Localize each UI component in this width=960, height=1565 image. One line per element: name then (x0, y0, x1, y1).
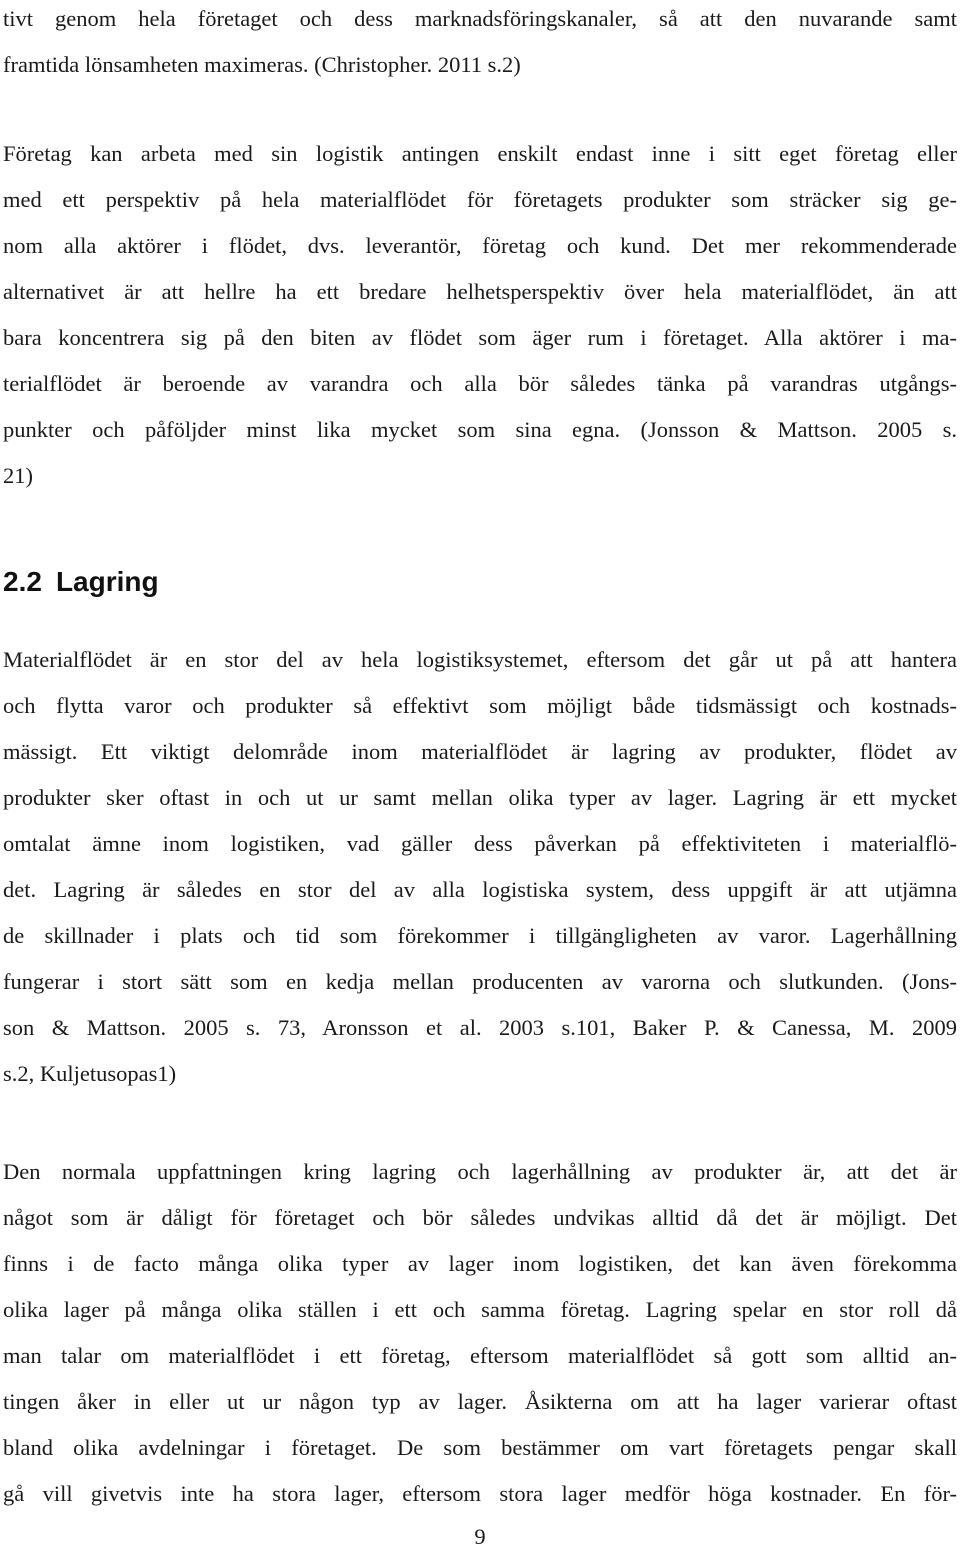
text-line: och flytta varor och produkter så effektivt som möjligt både tidsmässigt och kostnads- (3, 693, 957, 718)
paragraph-logistics-perspective (3, 131, 957, 499)
text-line: tivt genom hela företaget och dess marknadsföringskanaler, så att den nuvarande samt (3, 6, 957, 31)
text-line: alternativet är att hellre ha ett bredare helhetsperspektiv över hela materialflödet, än att (3, 279, 957, 304)
text-line: s.2, Kuljetusopas1) (3, 1061, 177, 1086)
text-line: fungerar i stort sätt som en kedja mellan producenten av varorna och slutkunden. (Jons- (3, 969, 957, 994)
text-line: terialflödet är beroende av varandra och alla bör således tänka på varandras utgångs- (3, 371, 957, 396)
text-line: produkter sker oftast in och ut ur samt mellan olika typer av lager. Lagring är ett mycket (3, 785, 957, 810)
text-line: punkter och påföljder minst lika mycket som sina egna. (Jonsson & Mattson. 2005 s. (3, 417, 957, 442)
text-line: de skillnader i plats och tid som förekommer i tillgängligheten av varor. Lagerhållning (3, 923, 957, 948)
text-line: framtida lönsamheten maximeras. (Christopher. 2011 s.2) (3, 52, 521, 77)
text-line: son & Mattson. 2005 s. 73, Aronsson et al. 2003 s.101, Baker P. & Canessa, M. 2009 (3, 1015, 957, 1040)
text-line: 21) (3, 463, 33, 488)
text-line: det. Lagring är således en stor del av alla logistiska system, dess uppgift är att utjämna (3, 877, 957, 902)
text-line: Materialflödet är en stor del av hela logistiksystemet, eftersom det går ut på att hantera (3, 647, 957, 672)
text-line: bland olika avdelningar i företaget. De som bestämmer om vart företagets pengar skall (3, 1435, 957, 1460)
text-line: finns i de facto många olika typer av lager inom logistiken, det kan även förekomma (3, 1251, 957, 1276)
text-line: mässigt. Ett viktigt delområde inom materialflödet är lagring av produkter, flödet av (3, 739, 957, 764)
section-heading (3, 560, 159, 604)
text-line: nom alla aktörer i flödet, dvs. leverantör, företag och kund. Det mer rekommenderade (3, 233, 957, 258)
page-number: 9 (474, 1524, 486, 1549)
text-line: Den normala uppfattningen kring lagring och lagerhållning av produkter är, att det är (3, 1159, 957, 1184)
section-title: Lagring (55, 566, 159, 597)
text-line: omtalat ämne inom logistiken, vad gäller dess påverkan på effektiviteten i materialflö- (3, 831, 957, 856)
text-line: man talar om materialflödet i ett företag, eftersom materialflödet så gott som alltid an- (3, 1343, 957, 1368)
section-number: 2.2 (3, 566, 42, 597)
text-line: Företag kan arbeta med sin logistik antingen enskilt endast inne i sitt eget företag eller (3, 141, 957, 166)
text-line: bara koncentrera sig på den biten av flödet som äger rum i företaget. Alla aktörer i ma- (3, 325, 957, 350)
text-line: gå vill givetvis inte ha stora lager, eftersom stora lager medför höga kostnader. En för- (3, 1481, 957, 1506)
text-line: olika lager på många olika ställen i ett och samma företag. Lagring spelar en stor roll då (3, 1297, 957, 1322)
paragraph-storage-intro (3, 637, 957, 1097)
text-line: något som är dåligt för företaget och bör således undvikas alltid då det är möjligt. Det (3, 1205, 957, 1230)
paragraph-continuation (3, 0, 957, 88)
text-line: med ett perspektiv på hela materialflödet för företagets produkter som sträcker sig ge- (3, 187, 957, 212)
text-line: tingen åker in eller ut ur någon typ av lager. Åsikterna om att ha lager varierar oftast (3, 1389, 957, 1414)
paragraph-storage-perception (3, 1149, 957, 1517)
